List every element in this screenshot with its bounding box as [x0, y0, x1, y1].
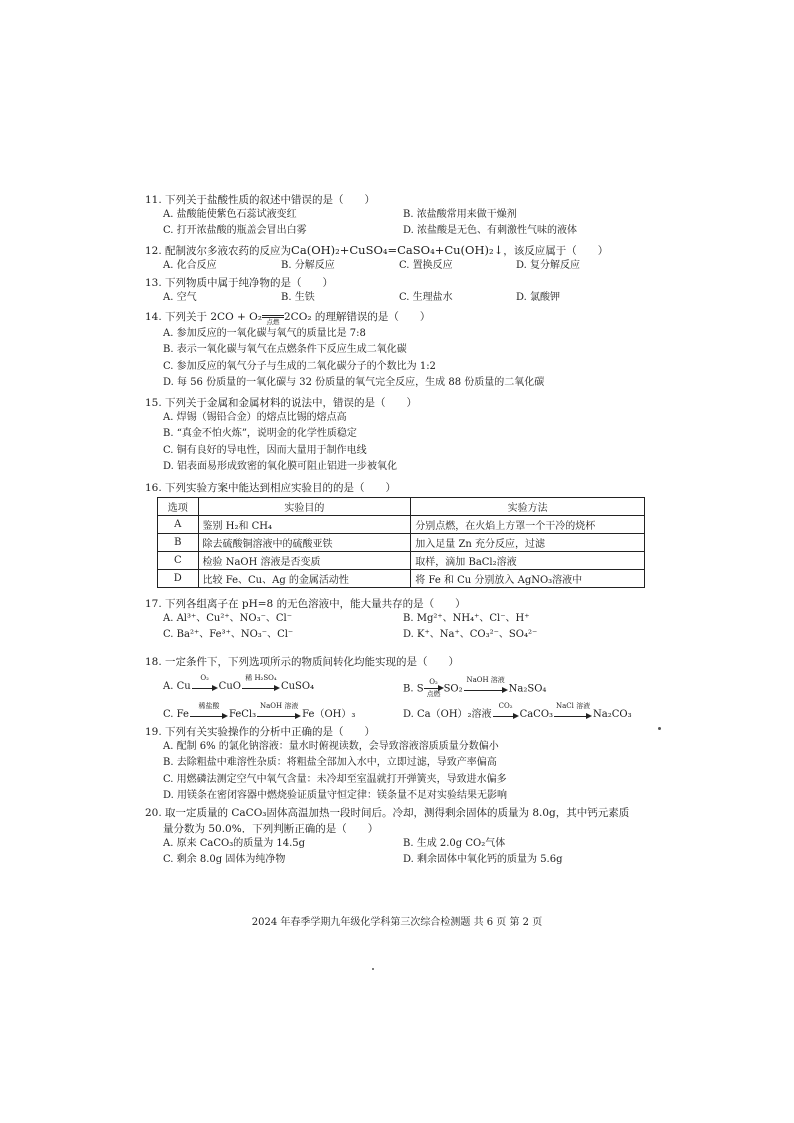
option-a: A. 空气	[163, 292, 197, 303]
option-b: B. Mg²⁺、NH₄⁺、Cl⁻、H⁺	[403, 613, 530, 624]
option-d: D. 铝表面易形成致密的氧化膜可阻止铝进一步被氧化	[163, 461, 398, 473]
equals-sign-icon	[262, 308, 284, 326]
option-c	[163, 701, 403, 723]
option-a: A. 配制 6% 的氯化钠溶液：量水时俯视读数，会导致溶液溶质质量分数偏小	[163, 741, 499, 752]
arrow-icon	[190, 701, 228, 720]
option-b: B. 浓盐酸常用来做干燥剂	[403, 209, 517, 220]
option-c: C. 生理盐水	[399, 292, 453, 303]
table-row	[158, 552, 645, 570]
option-a: A. 原来 CaCO₃的质量为 14.5g	[163, 838, 306, 849]
arrow-icon	[493, 701, 519, 720]
table-row	[158, 516, 645, 534]
table-cell: D	[158, 570, 199, 588]
table-cell: 除去硫酸铜溶液中的硫酸亚铁	[198, 534, 411, 552]
table-cell: 将 Fe 和 Cu 分别放入 AgNO₃溶液中	[411, 570, 645, 588]
product: CuSO₄	[280, 681, 315, 692]
table-cell: 分别点燃，在火焰上方罩一个干冷的烧杯	[411, 516, 645, 534]
option-c: C. 置换反应	[399, 260, 453, 271]
product: Na₂SO₄	[508, 683, 547, 695]
option-d: D. 氯酸钾	[516, 292, 561, 303]
scan-speck	[658, 727, 661, 730]
scan-speck	[372, 968, 374, 970]
table-cell: 检验 NaOH 溶液是否变质	[198, 552, 411, 570]
option-c: C. 打开浓盐酸的瓶盖会冒出白雾	[163, 225, 307, 237]
table-header: 选项	[158, 498, 199, 516]
table-cell: 鉴别 H₂和 CH₄	[198, 516, 411, 534]
arrow-label: 稀盐酸	[198, 701, 220, 710]
page-footer: 2024 年春季学期九年级化学科第三次综合检测题 共 6 页 第 2 页	[251, 917, 543, 928]
option-d: D. 用镁条在密闭容器中燃烧验证质量守恒定律：镁条量不足对实验结果无影响	[163, 790, 508, 802]
reactant: B. S	[403, 683, 424, 695]
question-16	[145, 481, 645, 588]
table-cell: B	[158, 534, 199, 552]
arrow-icon	[554, 701, 592, 720]
option-d: D. 浓盐酸是无色、有刺激性气味的液体	[403, 225, 578, 237]
experiment-table	[157, 497, 645, 588]
question-15	[145, 396, 645, 476]
option-a	[163, 673, 403, 699]
product: FeCl₃	[228, 709, 257, 720]
option-b: B. 表示一氧化碳与氧气在点燃条件下反应生成二氧化碳	[163, 344, 407, 356]
option-c: C. Ba²⁺、Fe³⁺、NO₃⁻、Cl⁻	[163, 629, 294, 641]
question-stem: 18. 一定条件下，下列选项所示的物质间转化均能实现的是（ ）	[145, 656, 460, 668]
table-header: 实验方法	[411, 498, 645, 516]
table-row	[158, 534, 645, 552]
product: CuO	[218, 681, 241, 692]
question-14	[145, 308, 645, 392]
option-a: A. 盐酸能使紫色石蕊试液变红	[163, 209, 297, 220]
arrow-label: NaOH 溶液	[466, 676, 505, 684]
product: CaCO₃	[519, 709, 554, 720]
option-d: D. 每 56 份质量的一氧化碳与 32 份质量的氧气完全反应，生成 88 份质量的二氧化碳	[163, 377, 545, 389]
question-stem-line2: 量分数为 50.0%．下列判断正确的是（ ）	[163, 823, 379, 835]
option-a: A. 焊锡（锡铅合金）的熔点比锡的熔点高	[163, 412, 347, 423]
option-b	[403, 676, 643, 699]
option-b: B. 分解反应	[281, 260, 335, 271]
question-stem: 19. 下列有关实验操作的分析中正确的是（ ）	[145, 726, 376, 738]
reactant: A. Cu	[163, 681, 191, 692]
table-cell: 比较 Fe、Cu、Ag 的金属活动性	[198, 570, 411, 588]
arrow-label: 稀 H₂SO₄	[245, 673, 277, 682]
option-b: B. 去除粗盐中难溶性杂质：将粗盐全部加入水中，立即过滤，导致产率偏高	[163, 757, 497, 769]
question-12	[145, 243, 645, 274]
option-c: C. 用燃磷法测定空气中氧气含量：未冷却至室温就打开弹簧夹，导致进水偏多	[163, 773, 507, 785]
arrow-icon	[424, 679, 444, 699]
option-a: A. 参加反应的一氧化碳与氧气的质量比是 7:8	[163, 328, 366, 339]
table-header: 实验目的	[198, 498, 411, 516]
table-row	[158, 570, 645, 588]
question-stem: 12. 配制波尔多液农药的反应为	[145, 245, 292, 257]
arrow-condition: 点燃	[426, 690, 441, 698]
question-13	[145, 276, 645, 306]
condition-label: 点燃	[266, 318, 280, 326]
option-c: C. 剩余 8.0g 固体为纯净物	[163, 854, 286, 866]
table-cell: 取样，滴加 BaCl₂溶液	[411, 552, 645, 570]
product: Fe（OH）₃	[302, 709, 356, 720]
reactant: C. Fe	[163, 709, 189, 720]
question-stem: 15. 下列关于金属和金属材料的说法中，错误的是（ ）	[145, 397, 418, 409]
option-d	[403, 701, 643, 723]
question-19	[145, 725, 645, 805]
option-c: C. 参加反应的氧气分子与生成的二氧化碳分子的个数比为 1:2	[163, 360, 436, 372]
option-d: D. K⁺、Na⁺、CO₃²⁻、SO₄²⁻	[403, 629, 538, 641]
table-cell: C	[158, 552, 199, 570]
option-d: D. 剩余固体中氧化钙的质量为 5.6g	[403, 854, 563, 866]
table-cell: A	[158, 516, 199, 534]
table-cell: 加入足量 Zn 充分反应，过滤	[411, 534, 645, 552]
arrow-icon	[242, 673, 280, 692]
arrow-label: CO₂	[498, 701, 513, 710]
question-stem: 17. 下列各组离子在 pH=8 的无色溶液中，能大量共存的是（ ）	[145, 598, 466, 610]
question-17	[145, 597, 645, 644]
question-11	[145, 193, 645, 240]
arrow-icon	[464, 676, 508, 694]
option-d: D. 复分解反应	[516, 260, 581, 271]
product: SO₂	[443, 683, 463, 695]
arrow-label: O₂	[429, 678, 438, 686]
question-18	[145, 655, 645, 723]
option-a: A. 化合反应	[163, 260, 217, 271]
option-b: B. “真金不怕火炼”，说明金的化学性质稳定	[163, 428, 357, 440]
question-stem: 14. 下列关于 2CO + O₂	[145, 311, 262, 323]
table-header-row	[158, 498, 645, 516]
option-b: B. 生成 2.0g CO₂气体	[403, 838, 506, 849]
option-c: C. 铜有良好的导电性，因而大量用于制作电线	[163, 444, 367, 456]
question-stem: 20. 取一定质量的 CaCO₃固体高温加热一段时间后。冷却，测得剩余固体的质量为 8.0g，其中钙元素质	[145, 807, 630, 819]
question-stem-tail: ，该反应属于（ ）	[503, 245, 609, 257]
option-b: B. 生铁	[281, 292, 315, 303]
arrow-icon	[192, 673, 218, 692]
arrow-label: NaCl 溶液	[555, 701, 591, 710]
question-stem-tail: 2CO₂ 的理解错误的是（ ）	[284, 311, 431, 323]
reactant: D. Ca（OH）₂溶液	[403, 709, 492, 720]
question-stem: 16. 下列实验方案中能达到相应实验目的的是（ ）	[145, 482, 397, 494]
arrow-label: NaOH 溶液	[259, 701, 299, 710]
question-stem: 13. 下列物质中属于纯净物的是（ ）	[145, 277, 334, 289]
question-stem: 11. 下列关于盐酸性质的叙述中错误的是（ ）	[145, 194, 376, 206]
arrow-icon	[257, 701, 301, 720]
arrow-label: O₂	[200, 673, 209, 682]
product: Na₂CO₃	[593, 709, 632, 720]
question-20	[145, 806, 645, 869]
option-a: A. Al³⁺、Cu²⁺、NO₃⁻、Cl⁻	[163, 613, 293, 624]
reaction-formula: Ca(OH)₂+CuSO₄=CaSO₄+Cu(OH)₂↓	[291, 243, 504, 257]
